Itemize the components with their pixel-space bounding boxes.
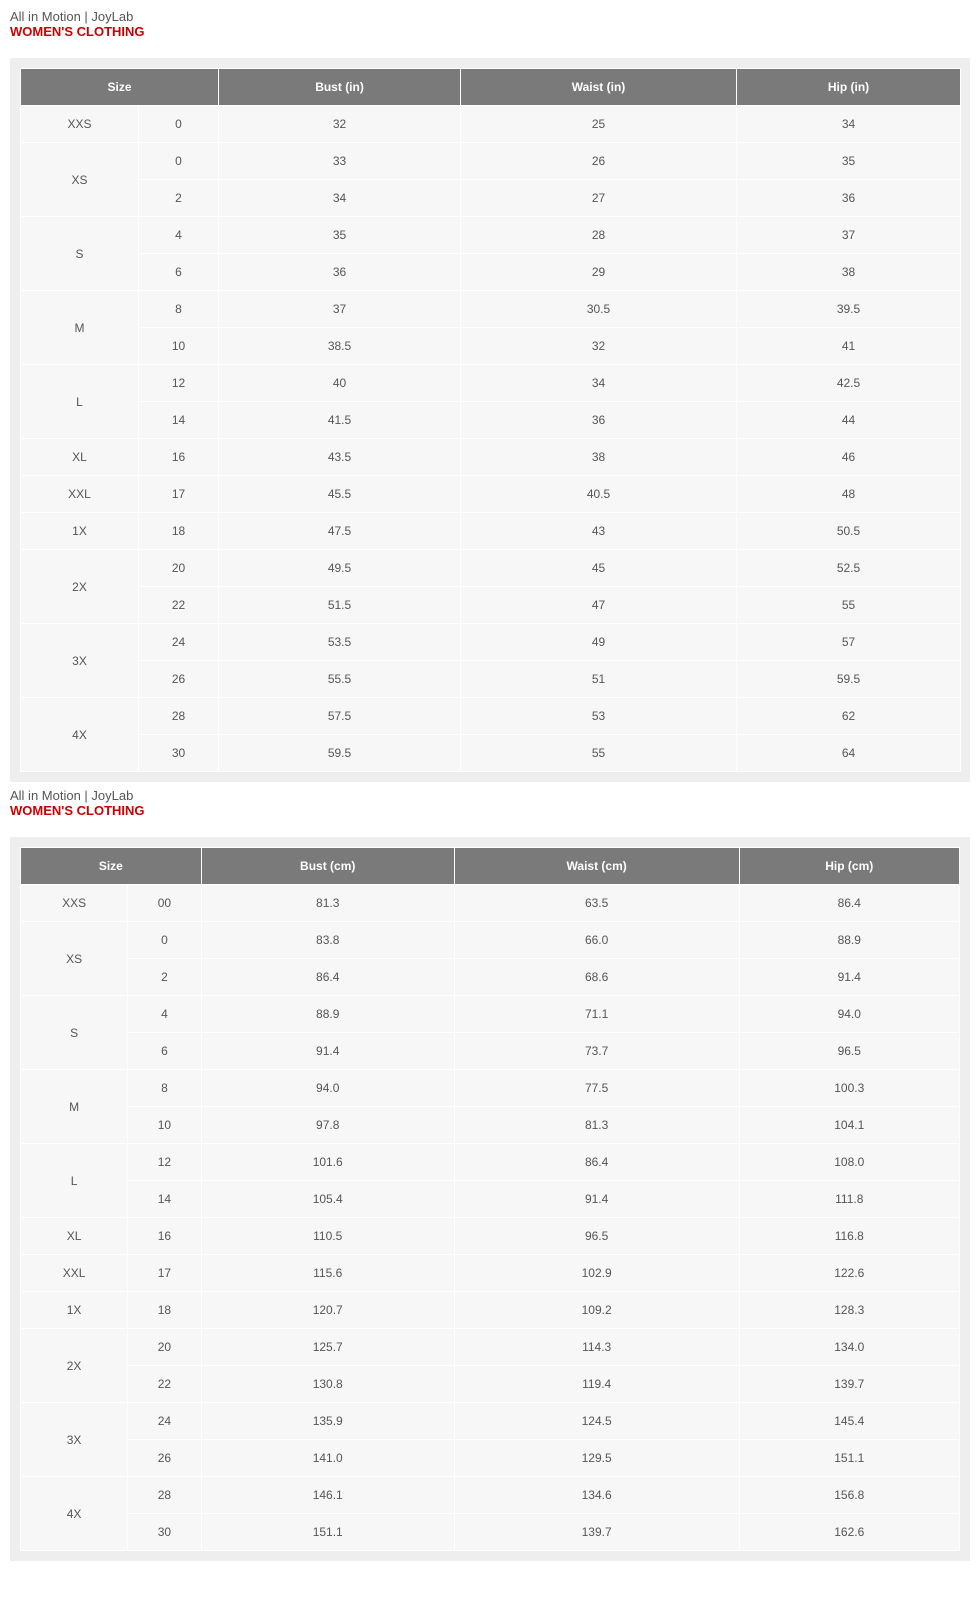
hip-cell: 36	[737, 180, 961, 217]
bust-cell: 115.6	[201, 1255, 454, 1292]
size-number-cell: 14	[128, 1181, 202, 1218]
header-size: Size	[21, 848, 202, 885]
waist-cell: 55	[461, 735, 737, 772]
size-label-cell: XS	[21, 143, 139, 217]
size-number-cell: 20	[128, 1329, 202, 1366]
bust-cell: 49.5	[219, 550, 461, 587]
brand-label: All in Motion | JoyLab	[10, 788, 134, 803]
waist-cell: 34	[461, 365, 737, 402]
cm-chart-panel	[10, 837, 970, 1561]
size-number-cell: 30	[139, 735, 219, 772]
header-hip: Hip (cm)	[739, 848, 959, 885]
waist-cell: 129.5	[454, 1440, 739, 1477]
header-bust: Bust (in)	[219, 69, 461, 106]
table-row	[21, 180, 961, 217]
table-row	[21, 698, 961, 735]
size-number-cell: 14	[139, 402, 219, 439]
size-label-cell: XL	[21, 439, 139, 476]
hip-cell: 128.3	[739, 1292, 959, 1329]
size-label-cell: XS	[21, 922, 128, 996]
table-row	[21, 587, 961, 624]
waist-cell: 86.4	[454, 1144, 739, 1181]
table-row	[21, 328, 961, 365]
header-bust: Bust (cm)	[201, 848, 454, 885]
bust-cell: 40	[219, 365, 461, 402]
size-number-cell: 17	[139, 476, 219, 513]
size-number-cell: 20	[139, 550, 219, 587]
waist-cell: 134.6	[454, 1477, 739, 1514]
size-label-cell: M	[21, 291, 139, 365]
waist-cell: 40.5	[461, 476, 737, 513]
size-number-cell: 24	[139, 624, 219, 661]
bust-cell: 57.5	[219, 698, 461, 735]
waist-cell: 26	[461, 143, 737, 180]
waist-cell: 32	[461, 328, 737, 365]
waist-cell: 30.5	[461, 291, 737, 328]
size-label-cell: L	[21, 1144, 128, 1218]
hip-cell: 34	[737, 106, 961, 143]
table-row	[21, 1107, 960, 1144]
table-row	[21, 439, 961, 476]
waist-cell: 77.5	[454, 1070, 739, 1107]
bust-cell: 32	[219, 106, 461, 143]
bust-cell: 51.5	[219, 587, 461, 624]
waist-cell: 51	[461, 661, 737, 698]
hip-cell: 42.5	[737, 365, 961, 402]
table-row	[21, 402, 961, 439]
size-label-cell: 2X	[21, 550, 139, 624]
size-label-cell: S	[21, 217, 139, 291]
table-header-row	[21, 848, 960, 885]
size-label-cell: L	[21, 365, 139, 439]
table-row	[21, 624, 961, 661]
hip-cell: 145.4	[739, 1403, 959, 1440]
bust-cell: 94.0	[201, 1070, 454, 1107]
waist-cell: 81.3	[454, 1107, 739, 1144]
brand-label: All in Motion | JoyLab	[10, 9, 134, 24]
hip-cell: 91.4	[739, 959, 959, 996]
waist-cell: 68.6	[454, 959, 739, 996]
table-row	[21, 143, 961, 180]
hip-cell: 162.6	[739, 1514, 959, 1551]
size-number-cell: 8	[139, 291, 219, 328]
size-number-cell: 0	[139, 143, 219, 180]
header-waist: Waist (in)	[461, 69, 737, 106]
bust-cell: 83.8	[201, 922, 454, 959]
size-number-cell: 4	[139, 217, 219, 254]
bust-cell: 105.4	[201, 1181, 454, 1218]
bust-cell: 45.5	[219, 476, 461, 513]
hip-cell: 134.0	[739, 1329, 959, 1366]
hip-cell: 59.5	[737, 661, 961, 698]
bust-cell: 141.0	[201, 1440, 454, 1477]
size-number-cell: 00	[128, 885, 202, 922]
bust-cell: 47.5	[219, 513, 461, 550]
size-number-cell: 8	[128, 1070, 202, 1107]
table-row	[21, 1366, 960, 1403]
table-row	[21, 1477, 960, 1514]
bust-cell: 101.6	[201, 1144, 454, 1181]
bust-cell: 97.8	[201, 1107, 454, 1144]
bust-cell: 130.8	[201, 1366, 454, 1403]
hip-cell: 94.0	[739, 996, 959, 1033]
hip-cell: 104.1	[739, 1107, 959, 1144]
size-number-cell: 2	[139, 180, 219, 217]
chart-title: WOMEN'S CLOTHING	[10, 24, 145, 39]
hip-cell: 44	[737, 402, 961, 439]
hip-cell: 39.5	[737, 291, 961, 328]
table-row	[21, 1181, 960, 1218]
waist-cell: 36	[461, 402, 737, 439]
size-number-cell: 0	[139, 106, 219, 143]
bust-cell: 38.5	[219, 328, 461, 365]
header-hip: Hip (in)	[737, 69, 961, 106]
bust-cell: 53.5	[219, 624, 461, 661]
size-number-cell: 30	[128, 1514, 202, 1551]
hip-cell: 88.9	[739, 922, 959, 959]
waist-cell: 49	[461, 624, 737, 661]
table-row	[21, 1292, 960, 1329]
waist-cell: 91.4	[454, 1181, 739, 1218]
hip-cell: 111.8	[739, 1181, 959, 1218]
size-label-cell: XL	[21, 1218, 128, 1255]
hip-cell: 46	[737, 439, 961, 476]
waist-cell: 114.3	[454, 1329, 739, 1366]
waist-cell: 45	[461, 550, 737, 587]
bust-cell: 110.5	[201, 1218, 454, 1255]
bust-cell: 86.4	[201, 959, 454, 996]
size-label-cell: 4X	[21, 1477, 128, 1551]
size-number-cell: 0	[128, 922, 202, 959]
bust-cell: 125.7	[201, 1329, 454, 1366]
bust-cell: 34	[219, 180, 461, 217]
table-row	[21, 1218, 960, 1255]
inch-size-table	[20, 68, 961, 772]
table-row	[21, 476, 961, 513]
waist-cell: 66.0	[454, 922, 739, 959]
waist-cell: 109.2	[454, 1292, 739, 1329]
bust-cell: 135.9	[201, 1403, 454, 1440]
waist-cell: 27	[461, 180, 737, 217]
size-label-cell: 3X	[21, 624, 139, 698]
bust-cell: 33	[219, 143, 461, 180]
bust-cell: 36	[219, 254, 461, 291]
hip-cell: 41	[737, 328, 961, 365]
bust-cell: 43.5	[219, 439, 461, 476]
cm-chart-section	[10, 788, 970, 1539]
table-row	[21, 959, 960, 996]
hip-cell: 57	[737, 624, 961, 661]
table-header-row	[21, 69, 961, 106]
bust-cell: 37	[219, 291, 461, 328]
hip-cell: 38	[737, 254, 961, 291]
size-label-cell: XXS	[21, 106, 139, 143]
table-row	[21, 365, 961, 402]
bust-cell: 120.7	[201, 1292, 454, 1329]
waist-cell: 29	[461, 254, 737, 291]
inch-chart-section	[10, 9, 970, 760]
bust-cell: 151.1	[201, 1514, 454, 1551]
waist-cell: 63.5	[454, 885, 739, 922]
hip-cell: 50.5	[737, 513, 961, 550]
size-number-cell: 12	[128, 1144, 202, 1181]
size-label-cell: M	[21, 1070, 128, 1144]
size-label-cell: S	[21, 996, 128, 1070]
waist-cell: 73.7	[454, 1033, 739, 1070]
hip-cell: 64	[737, 735, 961, 772]
size-label-cell: XXL	[21, 1255, 128, 1292]
bust-cell: 146.1	[201, 1477, 454, 1514]
table-row	[21, 996, 960, 1033]
size-number-cell: 26	[139, 661, 219, 698]
size-label-cell: 4X	[21, 698, 139, 772]
table-row	[21, 291, 961, 328]
waist-cell: 119.4	[454, 1366, 739, 1403]
hip-cell: 108.0	[739, 1144, 959, 1181]
hip-cell: 37	[737, 217, 961, 254]
bust-cell: 81.3	[201, 885, 454, 922]
size-number-cell: 22	[139, 587, 219, 624]
size-number-cell: 6	[128, 1033, 202, 1070]
waist-cell: 102.9	[454, 1255, 739, 1292]
size-number-cell: 16	[139, 439, 219, 476]
size-number-cell: 16	[128, 1218, 202, 1255]
bust-cell: 41.5	[219, 402, 461, 439]
size-number-cell: 6	[139, 254, 219, 291]
size-label-cell: XXS	[21, 885, 128, 922]
waist-cell: 53	[461, 698, 737, 735]
size-label-cell: XXL	[21, 476, 139, 513]
table-row	[21, 735, 961, 772]
size-label-cell: 2X	[21, 1329, 128, 1403]
table-row	[21, 1329, 960, 1366]
size-number-cell: 28	[139, 698, 219, 735]
bust-cell: 88.9	[201, 996, 454, 1033]
size-number-cell: 18	[139, 513, 219, 550]
hip-cell: 86.4	[739, 885, 959, 922]
hip-cell: 62	[737, 698, 961, 735]
waist-cell: 43	[461, 513, 737, 550]
size-label-cell: 1X	[21, 1292, 128, 1329]
table-row	[21, 1440, 960, 1477]
table-row	[21, 254, 961, 291]
size-number-cell: 24	[128, 1403, 202, 1440]
waist-cell: 139.7	[454, 1514, 739, 1551]
hip-cell: 96.5	[739, 1033, 959, 1070]
hip-cell: 52.5	[737, 550, 961, 587]
cm-size-table	[20, 847, 960, 1551]
size-number-cell: 10	[128, 1107, 202, 1144]
waist-cell: 28	[461, 217, 737, 254]
waist-cell: 124.5	[454, 1403, 739, 1440]
size-number-cell: 22	[128, 1366, 202, 1403]
header-waist: Waist (cm)	[454, 848, 739, 885]
hip-cell: 55	[737, 587, 961, 624]
table-row	[21, 1514, 960, 1551]
hip-cell: 48	[737, 476, 961, 513]
size-number-cell: 26	[128, 1440, 202, 1477]
table-row	[21, 1144, 960, 1181]
size-label-cell: 1X	[21, 513, 139, 550]
table-row	[21, 550, 961, 587]
table-row	[21, 1033, 960, 1070]
table-row	[21, 106, 961, 143]
bust-cell: 35	[219, 217, 461, 254]
bust-cell: 91.4	[201, 1033, 454, 1070]
waist-cell: 47	[461, 587, 737, 624]
size-number-cell: 10	[139, 328, 219, 365]
waist-cell: 71.1	[454, 996, 739, 1033]
bust-cell: 55.5	[219, 661, 461, 698]
waist-cell: 96.5	[454, 1218, 739, 1255]
table-row	[21, 217, 961, 254]
table-row	[21, 922, 960, 959]
waist-cell: 38	[461, 439, 737, 476]
hip-cell: 100.3	[739, 1070, 959, 1107]
hip-cell: 35	[737, 143, 961, 180]
table-row	[21, 661, 961, 698]
bust-cell: 59.5	[219, 735, 461, 772]
chart-title: WOMEN'S CLOTHING	[10, 803, 145, 818]
hip-cell: 156.8	[739, 1477, 959, 1514]
size-number-cell: 4	[128, 996, 202, 1033]
inch-chart-panel	[10, 58, 970, 782]
size-label-cell: 3X	[21, 1403, 128, 1477]
size-number-cell: 18	[128, 1292, 202, 1329]
waist-cell: 25	[461, 106, 737, 143]
table-row	[21, 513, 961, 550]
hip-cell: 151.1	[739, 1440, 959, 1477]
size-number-cell: 17	[128, 1255, 202, 1292]
hip-cell: 139.7	[739, 1366, 959, 1403]
table-row	[21, 1403, 960, 1440]
size-number-cell: 12	[139, 365, 219, 402]
size-number-cell: 2	[128, 959, 202, 996]
header-size: Size	[21, 69, 219, 106]
table-row	[21, 1070, 960, 1107]
size-number-cell: 28	[128, 1477, 202, 1514]
table-row	[21, 1255, 960, 1292]
hip-cell: 122.6	[739, 1255, 959, 1292]
table-row	[21, 885, 960, 922]
hip-cell: 116.8	[739, 1218, 959, 1255]
